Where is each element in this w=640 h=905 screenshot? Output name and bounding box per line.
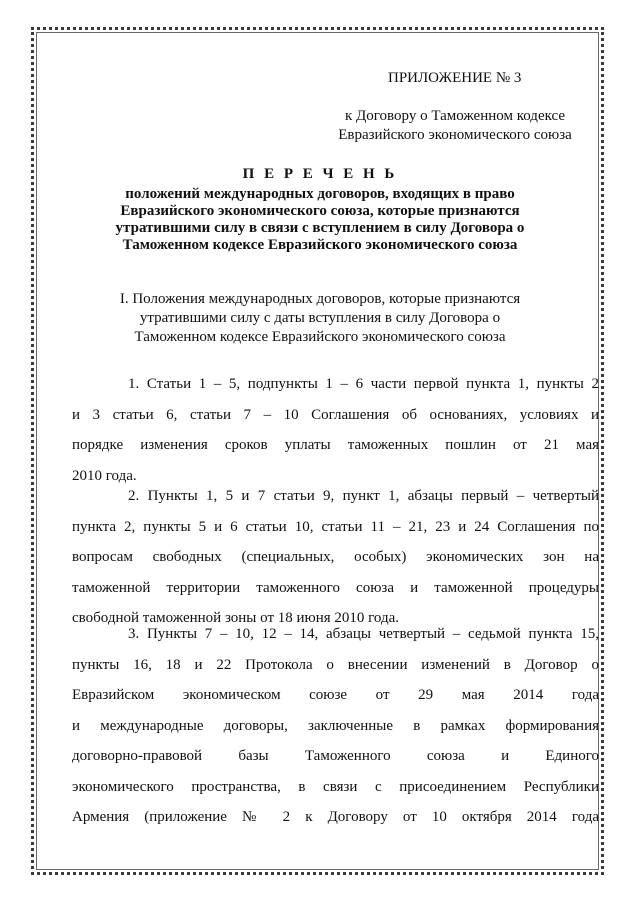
paragraph-line: вопросам свободных (специальных, особых) экономических зон на: [72, 549, 599, 565]
subheading-line: утратившими силу в связи с вступлением в силу Договора о: [115, 220, 525, 236]
paragraph-line: и 3 статьи 6, статьи 7 – 10 Соглашения об основаниях, условиях и: [72, 406, 599, 423]
paragraph-line: 2010 года.: [72, 467, 137, 484]
paragraph-1: [72, 369, 599, 491]
document-subheading: [60, 186, 580, 254]
annex-reference-line: Евразийского экономического союза: [338, 127, 572, 143]
paragraph-line: Евразийском экономическом союзе от 29 мая 2014 года: [72, 687, 599, 703]
paragraph-line: свободной таможенной зоны от 18 июня 2010 года.: [72, 610, 400, 626]
section-title-line: I. Положения международных договоров, которые признаются: [119, 291, 521, 307]
paragraph-line: порядке изменения сроков уплаты таможенных пошлин от 21 мая: [72, 437, 599, 453]
paragraph-2: [72, 481, 599, 634]
annex-title: ПРИЛОЖЕНИЕ № 3: [388, 70, 522, 86]
paragraph-line: пункта 2, пункты 5 и 6 статьи 10, статьи 11 – 21, 23 и 24 Соглашения по: [72, 518, 599, 535]
section-title: [60, 290, 580, 347]
document-heading: П Е Р Е Ч Е Н Ь: [242, 166, 398, 182]
paragraph-line: 1. Статьи 1 – 5, подпункты 1 – 6 части первой пункта 1, пункты 2: [128, 376, 599, 392]
annex-reference-line: к Договору о Таможенном кодексе: [344, 108, 566, 124]
annex-reference: [320, 107, 590, 145]
paragraph-line: 2. Пункты 1, 5 и 7 статьи 9, пункт 1, абзацы первый – четвертый: [128, 488, 599, 504]
section-title-line: утратившими силу с даты вступления в силу Договора о: [139, 310, 501, 326]
paragraph-line: экономического пространства, в связи с присоединением Республики: [72, 778, 599, 795]
subheading-line: Таможенном кодексе Евразийского экономического союза: [122, 237, 518, 253]
subheading-line: Евразийского экономического союза, которые признаются: [120, 203, 520, 219]
subheading-line: положений международных договоров, входящих в право: [125, 186, 515, 202]
paragraph-line: Армения (приложение № 2 к Договору от 10 октября 2014 года: [72, 809, 599, 825]
paragraph-line: пункты 16, 18 и 22 Протокола о внесении изменений в Договор о: [72, 656, 599, 673]
paragraph-line: 3. Пункты 7 – 10, 12 – 14, абзацы четвертый – седьмой пункта 15,: [128, 626, 599, 642]
paragraph-3: [72, 619, 599, 833]
paragraph-line: таможенной территории таможенного союза и таможенной процедуры: [72, 579, 599, 596]
paragraph-line: договорно-правовой базы Таможенного союза и Единого: [72, 748, 599, 764]
section-title-line: Таможенном кодексе Евразийского экономического союза: [134, 329, 506, 345]
paragraph-line: и международные договоры, заключенные в рамках формирования: [72, 717, 599, 734]
